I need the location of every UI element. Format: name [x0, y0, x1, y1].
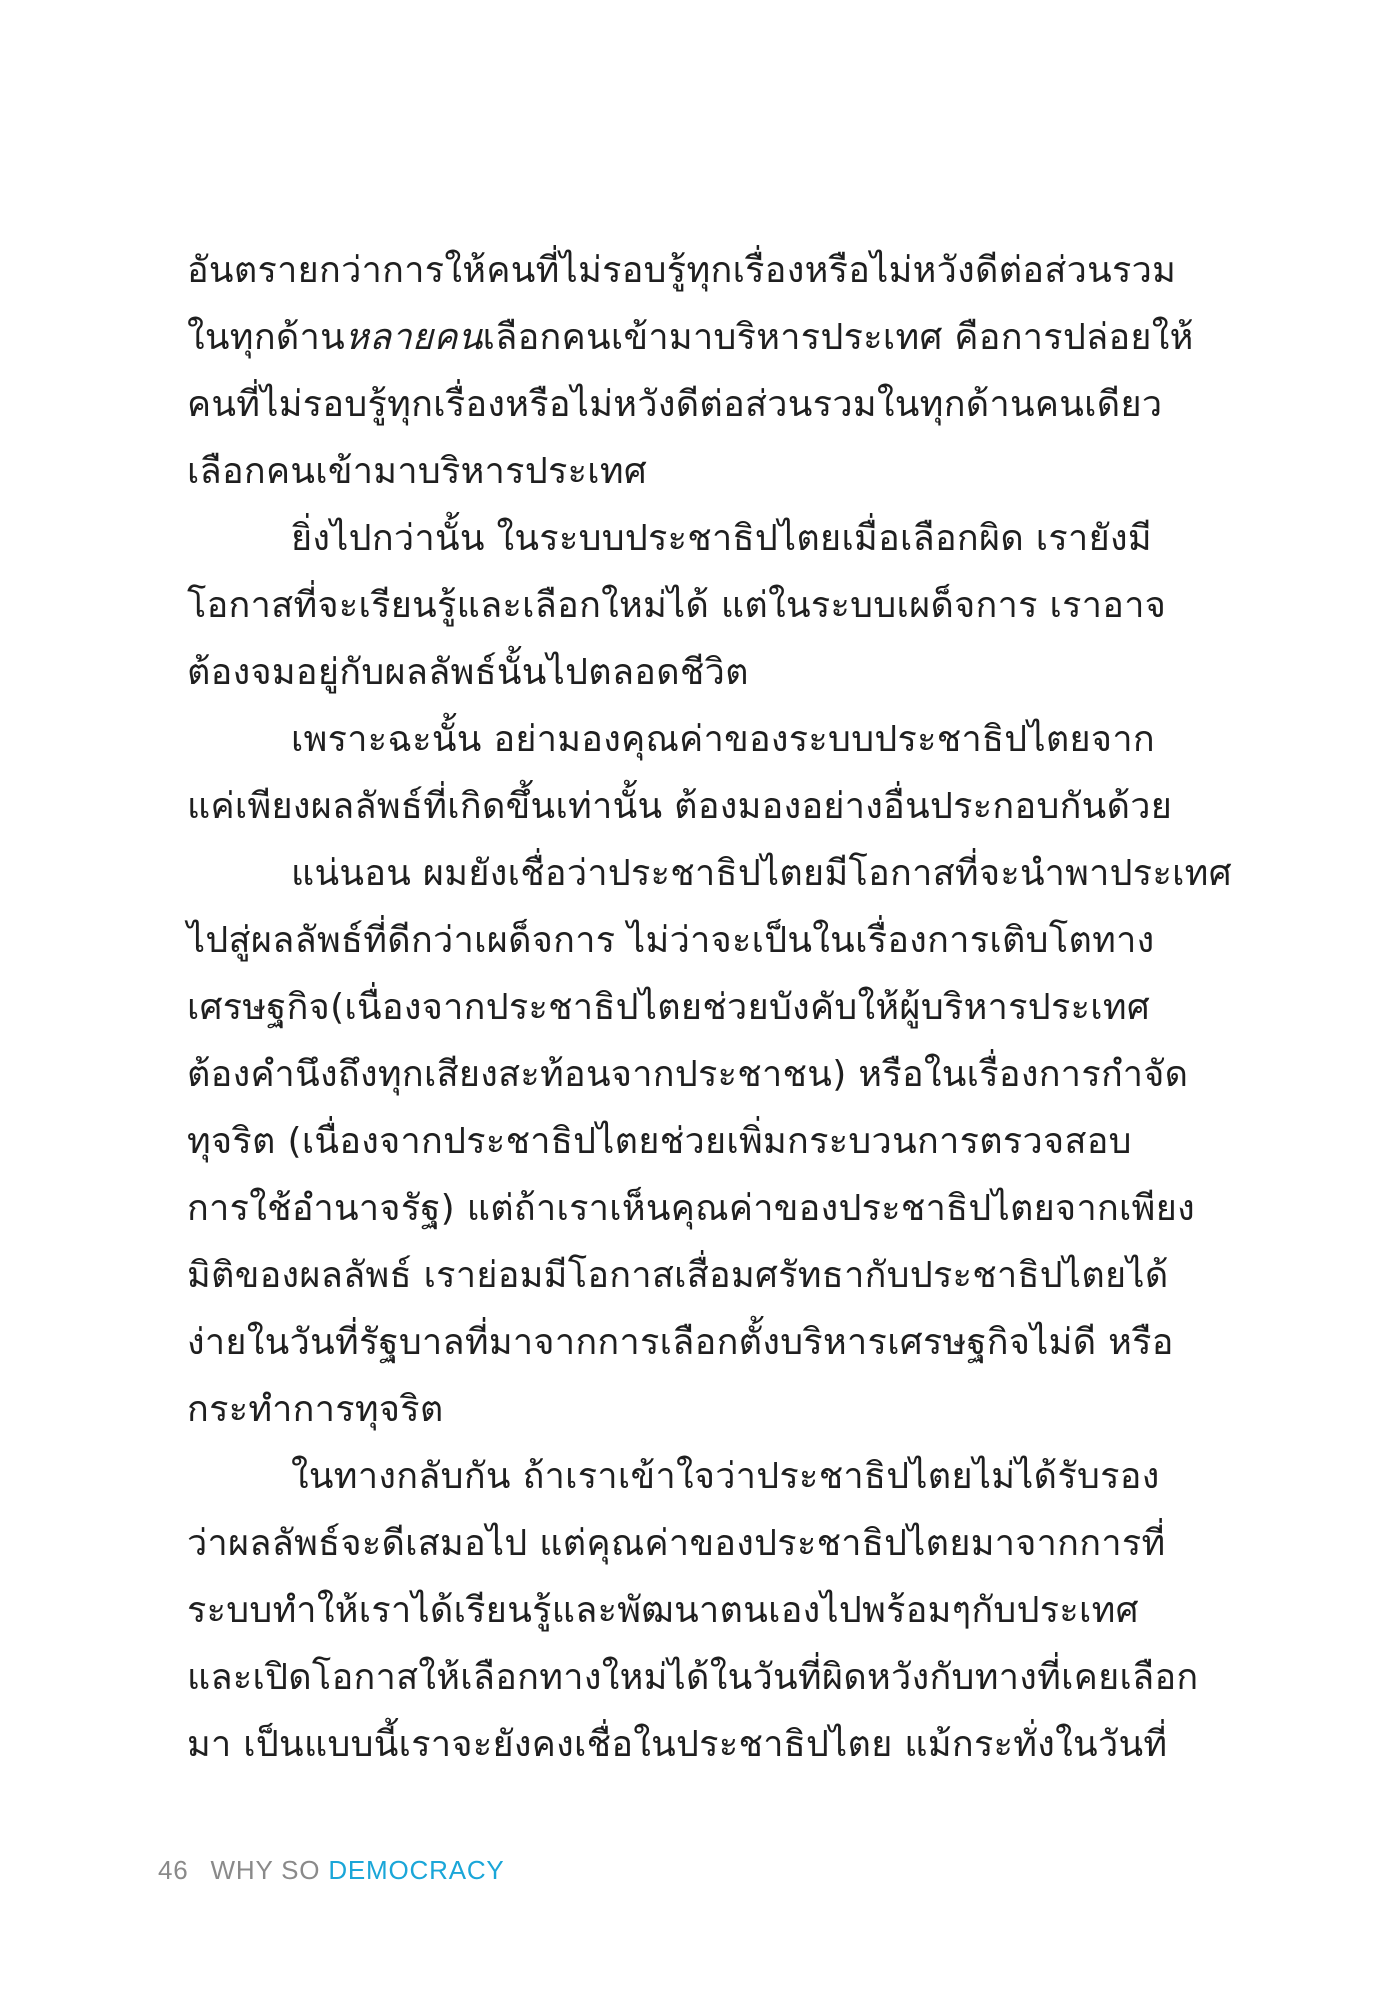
text-line-2-start: ในทุกด้าน	[187, 317, 346, 358]
text-line-23: มา เป็นแบบนี้เราจะยังคงเชื่อในประชาธิปไตย แม้กระทั่งในวันที่	[187, 1724, 1168, 1765]
text-line-2	[187, 304, 1194, 371]
text-line-8: เพราะฉะนั้น อย่ามองคุณค่าของระบบประชาธิปไตยจาก	[291, 719, 1155, 760]
body-text	[187, 237, 1232, 1778]
text-line-14: ทุจริต (เนื่องจากประชาธิปไตยช่วยเพิ่มกระบวนการตรวจสอบ	[187, 1121, 1132, 1162]
text-line-22: และเปิดโอกาสให้เลือกทางใหม่ได้ในวันที่ผิดหวังกับทางที่เคยเลือก	[187, 1657, 1199, 1698]
text-line-13: ต้องคำนึงถึงทุกเสียงสะท้อนจากประชาชน) หรือในเรื่องการกำจัด	[187, 1054, 1189, 1095]
text-line-5: ยิ่งไปกว่านั้น ในระบบประชาธิปไตยเมื่อเลือกผิด เรายังมี	[291, 518, 1152, 559]
text-line-11: ไปสู่ผลลัพธ์ที่ดีกว่าเผด็จการ ไม่ว่าจะเป็นในเรื่องการเติบโตทาง	[187, 920, 1155, 961]
text-line-2-end: เลือกคนเข้ามาบริหารประเทศ คือการปล่อยให้	[482, 317, 1194, 358]
page-footer	[158, 1850, 505, 1890]
book-title-prefix: WHY SO	[210, 1855, 329, 1885]
text-line-12: เศรษฐกิจ(เนื่องจากประชาธิปไตยช่วยบังคับให้ผู้บริหารประเทศ	[187, 987, 1151, 1028]
text-line-19: ในทางกลับกัน ถ้าเราเข้าใจว่าประชาธิปไตยไม่ได้รับรอง	[291, 1456, 1160, 1497]
text-line-9: แค่เพียงผลลัพธ์ที่เกิดขึ้นเท่านั้น ต้องมองอย่างอื่นประกอบกันด้วย	[187, 786, 1173, 827]
text-line-3: คนที่ไม่รอบรู้ทุกเรื่องหรือไม่หวังดีต่อส่วนรวมในทุกด้านคนเดียว	[187, 384, 1163, 425]
text-line-16: มิติของผลลัพธ์ เราย่อมมีโอกาสเสื่อมศรัทธากับประชาธิปไตยได้	[187, 1255, 1169, 1296]
page-number: 46	[158, 1855, 189, 1885]
text-line-21: ระบบทำให้เราได้เรียนรู้และพัฒนาตนเองไปพร้อมๆกับประเทศ	[187, 1590, 1139, 1631]
text-line-1: อันตรายกว่าการให้คนที่ไม่รอบรู้ทุกเรื่องหรือไม่หวังดีต่อส่วนรวม	[187, 250, 1177, 291]
text-line-17: ง่ายในวันที่รัฐบาลที่มาจากการเลือกตั้งบริหารเศรษฐกิจไม่ดี หรือ	[187, 1322, 1174, 1363]
book-title-accent: DEMOCRACY	[328, 1855, 505, 1885]
text-line-18: กระทำการทุจริต	[187, 1389, 444, 1430]
text-line-20: ว่าผลลัพธ์จะดีเสมอไป แต่คุณค่าของประชาธิปไตยมาจากการที่	[187, 1523, 1166, 1564]
text-line-15: การใช้อำนาจรัฐ) แต่ถ้าเราเห็นคุณค่าของประชาธิปไตยจากเพียง	[187, 1188, 1195, 1229]
text-line-4: เลือกคนเข้ามาบริหารประเทศ	[187, 451, 648, 492]
text-line-10: แน่นอน ผมยังเชื่อว่าประชาธิปไตยมีโอกาสที่จะนำพาประเทศ	[291, 853, 1232, 894]
text-line-6: โอกาสที่จะเรียนรู้และเลือกใหม่ได้ แต่ในระบบเผด็จการ เราอาจ	[187, 585, 1167, 626]
text-line-7: ต้องจมอยู่กับผลลัพธ์นั้นไปตลอดชีวิต	[187, 652, 749, 693]
italic-emphasis: หลายคน	[345, 317, 483, 358]
